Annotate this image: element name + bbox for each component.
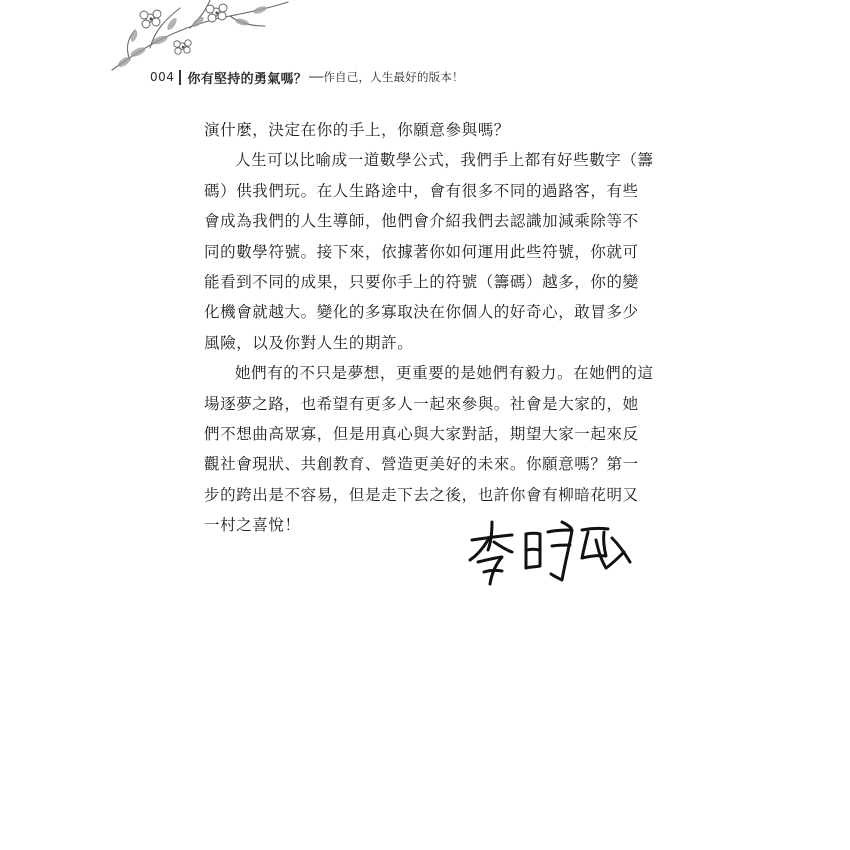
running-header (150, 66, 464, 88)
book-subtitle: ──作自己，人生最好的版本！ (309, 70, 464, 84)
paragraph-continuation: 演什麼，決定在你的手上，你願意參與嗎？ (204, 121, 510, 139)
paragraph-dreams: 她們有的不只是夢想，更重要的是她們有毅力。在她們的這場逐夢之路，也希望有更多人一起來參與。社會是大家的，她們不想曲高眾寡，但是用真心與大家對話，期望大家一起來反觀社會現狀、共創教育、營造更美好的未來。你願意嗎？第一步的跨出是不容易，但是走下去之後，也許你會有柳暗花明又一村之喜悅！ (204, 364, 654, 535)
header-divider (179, 70, 181, 85)
body-text (204, 115, 654, 541)
book-title: 你有堅持的勇氣嗎？ (187, 71, 308, 87)
paragraph-math-metaphor: 人生可以比喻成一道數學公式，我們手上都有好些數字（籌碼）供我們玩。在人生路途中，會有很多不同的過路客，有些會成為我們的人生導師，他們會介紹我們去認識加減乘除等不同的數學符號。接下來，依據著你如何運用此些符號，你就可能看到不同的成果，只要你手上的符號（籌碼）越多，你的變化機會就越大。變化的多寡取決在你個人的好奇心，敢冒多少風險，以及你對人生的期許。 (204, 151, 654, 352)
handwritten-signature (466, 518, 636, 588)
page-number: 004 (150, 70, 175, 84)
floral-decoration-icon (110, 0, 290, 75)
